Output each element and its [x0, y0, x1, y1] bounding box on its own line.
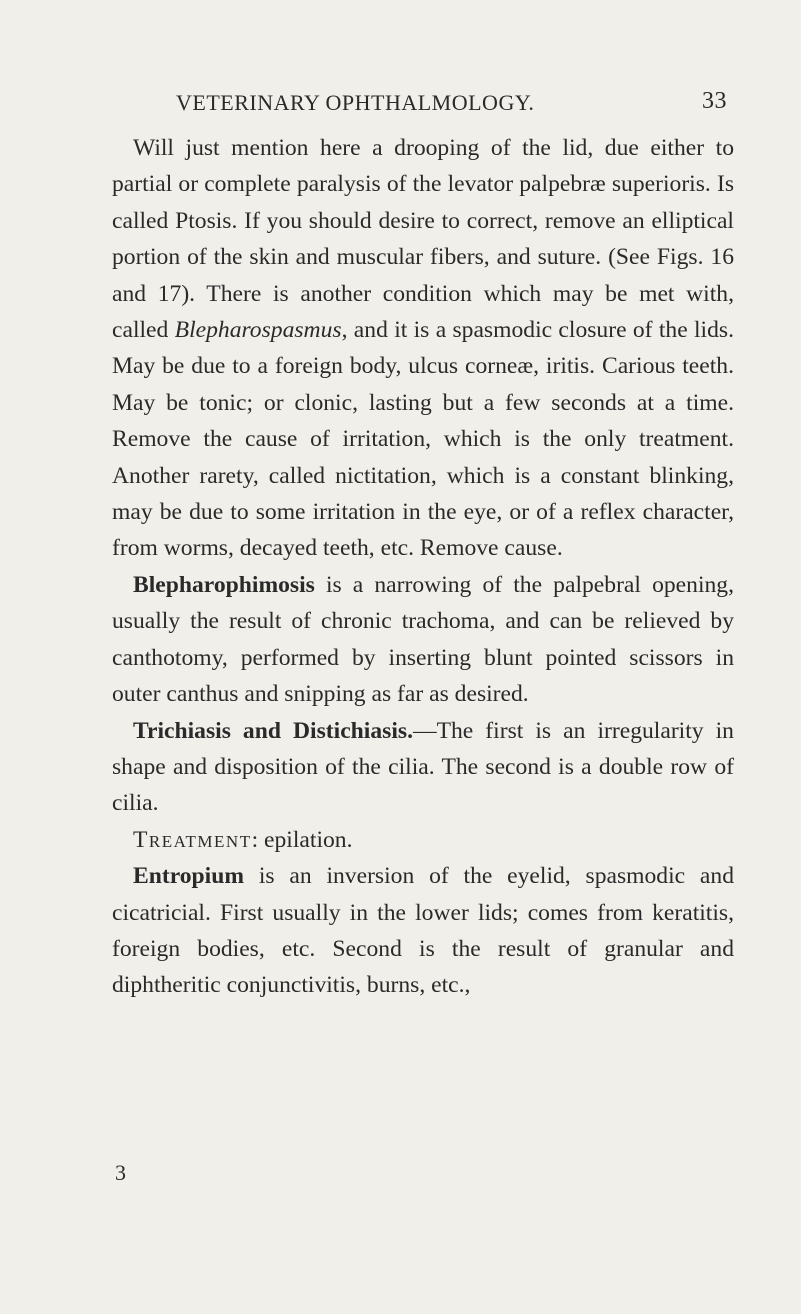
- paragraph-text: : epilation.: [251, 826, 353, 853]
- term-blepharophimosis: Blepharophimosis: [133, 571, 315, 598]
- term-blepharospasmus: Blepharospasmus: [174, 317, 342, 344]
- paragraph-trichiasis: [112, 713, 734, 822]
- paragraph-blepharophimosis: [112, 567, 734, 713]
- signature-mark: 3: [115, 1160, 126, 1185]
- paragraph-ptosis: [112, 130, 734, 567]
- paragraph-text: Will just mention here a drooping of the lid, due either to partial or complete paralysis of the levator palpebræ superioris. Is called Ptosis. If you should desire to correct, remove an elliptical portion of the skin and muscular fibers, and suture. (See Figs. 16 and 17). There is another condition which may be met with, called: [112, 135, 734, 344]
- page-number: 33: [702, 88, 727, 114]
- paragraph-text: , and it is a spasmodic closure of the lids. May be due to a foreign body, ulcus corneæ, iritis. Carious teeth. May be tonic; or clonic, lasting but a few seconds at a time. Remove the cause of irritation, which is the only treatment. Another rarety, called nictitation, which is a constant blinking, may be due to some irritation in the eye, or of a reflex character, from worms, decayed teeth, etc. Remove cause.: [112, 317, 734, 562]
- running-head: [176, 88, 727, 120]
- body-text: [112, 130, 734, 1004]
- paragraph-text: is an inversion of the eyelid, spasmodic and cicatricial. First usually in the lower lids; comes from keratitis, foreign bodies, etc. Second is the result of granular and diphtheritic conjunctivitis, burns, etc.,: [112, 863, 734, 999]
- paragraph-text: is a narrowing of the palpebral opening, usually the result of chronic trachoma, and can be relieved by canthotomy, performed by inserting blunt pointed scissors in outer canthus and snipping as far as desired.: [112, 571, 734, 708]
- paragraph-entropium: [112, 858, 734, 1004]
- term-treatment: Treatment: [133, 826, 252, 853]
- paragraph-text: —The first is an irregularity in shape and disposition of the cilia. The second is a double row of cilia.: [112, 717, 734, 817]
- paragraph-treatment: [112, 822, 734, 858]
- term-trichiasis-distichiasis: Trichiasis and Distichiasis.: [133, 717, 413, 744]
- running-title: VETERINARY OPHTHALMOLOGY.: [176, 90, 535, 115]
- term-entropium: Entropium: [133, 863, 245, 890]
